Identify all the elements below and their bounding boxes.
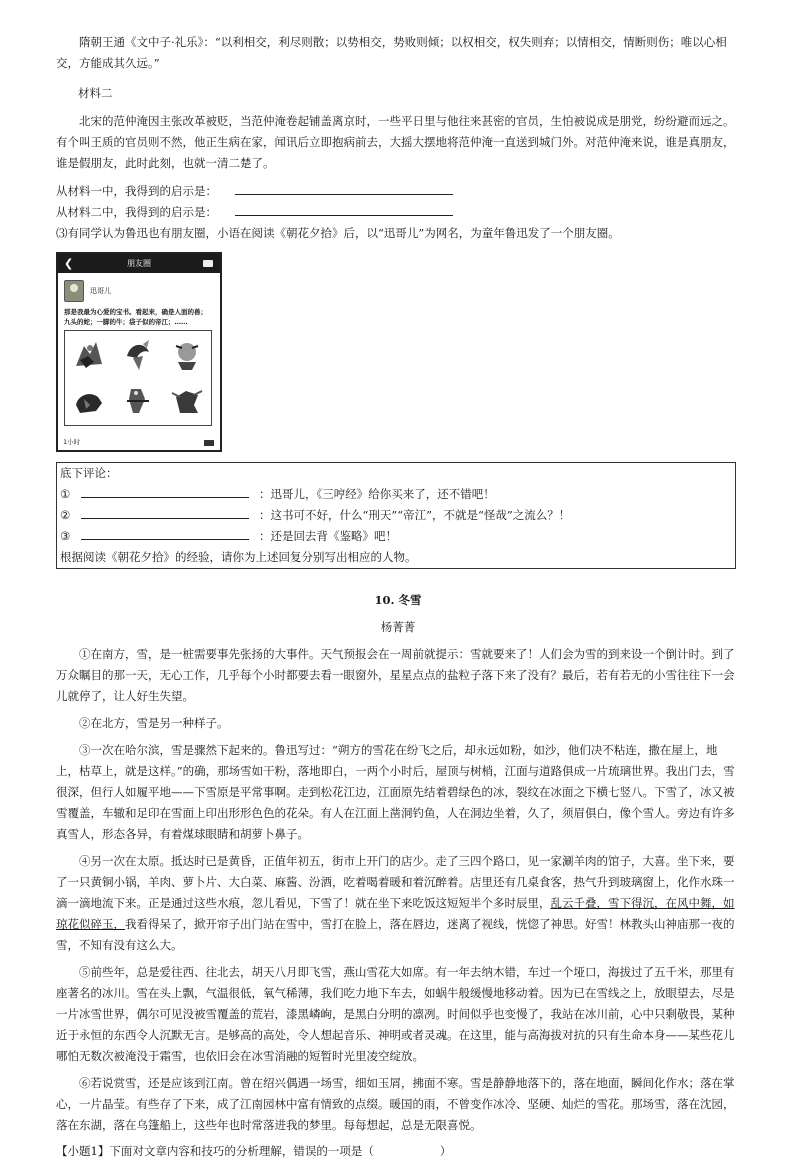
comment-box <box>56 462 736 569</box>
inspiration-lines <box>56 181 740 223</box>
post-text <box>58 303 220 327</box>
mythical-beast-image <box>65 378 114 425</box>
post-line-1: 那是我最为心爱的宝书。看起来，确是人面的兽； <box>64 308 207 316</box>
moments-phone-screenshot <box>56 252 222 452</box>
post-user <box>58 273 220 303</box>
comment-row <box>60 484 732 505</box>
more-icon[interactable] <box>204 440 214 446</box>
inspiration-line-2 <box>56 202 740 223</box>
article-author: 杨菁菁 <box>380 620 416 634</box>
comment-text: ：这书可不好，什么“刑天”“帝江”，不就是“怪哉”之流么？！ <box>259 508 571 522</box>
mythical-beast-image <box>114 331 163 378</box>
inspiration-label-2: 从材料二中，我得到的启示是： <box>56 205 217 219</box>
comment-number: ① <box>60 487 71 501</box>
mythical-beast-image <box>162 331 211 378</box>
comment-answer-blank[interactable] <box>81 505 249 519</box>
document-page <box>56 32 740 1162</box>
question-1-prompt: 【小题1】下面对文章内容和技巧的分析理解，错误的一项是（ <box>56 1144 374 1158</box>
inspiration-line-1 <box>56 181 740 202</box>
article-paragraph-6: ⑥若说赏雪，还是应该到江南。曾在绍兴偶遇一场雪，细如玉屑，拂面不寒。雪是静静地落下的，落在地面，瞬间化作水；落在掌心，一片晶莹。有些存了下来，成了江南园林中富有情致的点缀。暖国的雨，不曾变作冰冷、坚硬、灿烂的雪花。那场雪，落在沈园，落在东湖，落在乌篷船上，这些年也时常落进我的梦里。每每想起，总是无限喜悦。 <box>56 1076 735 1132</box>
comment-instruction: 根据阅读《朝花夕拾》的经验，请你为上述回复分别写出相应的人物。 <box>60 550 417 564</box>
article-paragraph-3: ③一次在哈尔滨，雪是骤然下起来的。鲁迅写过：“朔方的雪花在纷飞之后，却永远如粉，如沙，他们决不粘连，撒在屋上，地上，枯草上，就是这样。”的确，那场雪如干粉，落地即白，一两个小时后，屋顶与树梢，江面与道路俱成一片琉璃世界。我出门去，雪很深，但行人如履平地——下雪原是平常事啊。走到松花江边，江面原先结着碧绿色的冰，裂纹在冰面之下横七竖八。下雪了，冰又被雪覆盖，车辙和足印在雪面上印出形形色色的花朵。有人在江面上凿洞钓鱼，人在洞边坐着，久了，须眉俱白，像个雪人。旁边有许多真雪人，形态各异，有着煤球眼睛和胡萝卜鼻子。 <box>56 743 735 841</box>
back-arrow-icon: ❮ <box>64 257 74 270</box>
camera-icon <box>203 260 213 267</box>
question-3-text: ⑶有同学认为鲁迅也有朋友圈，小语在阅读《朝花夕拾》后，以“迅哥儿”为网名，为童年鲁迅发了一个朋友圈。 <box>56 226 620 240</box>
phone-header <box>58 254 220 273</box>
mythical-beast-image <box>114 378 163 425</box>
paragraph-4-start: ④另一次在太原。抵达时已是黄昏，正值年初五，街市上开门的店少。走了三四个路口，见一家涮羊肉的馆子，大喜。坐下来，要了一只黄铜小锅，羊肉、萝卜片、大白菜、麻酱、汾酒，吃着喝着暖和着沉醉着。店里还有几桌食客，热气升到玻璃窗上，化作水珠一滴一滴地流下来。正是通过这些水痕，忽儿看见，下雪了！就在坐下来吃饭这短短半个多时辰里， <box>56 854 735 910</box>
article-title: 10. 冬雪 <box>374 593 422 607</box>
comment-text: ：迅哥儿，《三哼经》给你买来了，还不错吧！ <box>259 487 495 501</box>
material-2-title: 材料二 <box>78 86 113 100</box>
phone-title: 朋友圈 <box>127 259 151 268</box>
comment-row <box>60 505 732 526</box>
post-image-grid <box>64 330 212 426</box>
post-time: 1小时 <box>63 438 81 446</box>
underlined-sentence: 乱云千叠，雪下得沉，在风中舞，如琼花似碎玉， <box>56 896 735 931</box>
comment-number: ③ <box>60 529 71 543</box>
post-username: 迅哥儿 <box>90 287 111 295</box>
paragraph-4-end: 我看得呆了，掀开帘子出门站在雪中，雪打在脸上，落在唇边，迷离了视线，恍惚了神思。好雪！林教头山神庙那一夜的雪，不知有没有这么大。 <box>56 917 735 952</box>
answer-blank-1[interactable] <box>235 181 453 195</box>
article-paragraph-4 <box>56 851 740 956</box>
comment-text: ：还是回去背《鉴略》吧！ <box>259 529 397 543</box>
material-2-text: 北宋的范仲淹因主张改革被贬，当范仲淹卷起铺盖离京时，一些平日里与他往来甚密的官员，生怕被说成是朋党，纷纷避而远之。有个叫王质的官员则不然，他正生病在家，闻讯后立即抱病前去，大摇大摆地将范仲淹一直送到城门外。对范仲淹来说，谁是真朋友，谁是假朋友，此时此刻，也就一清二楚了。 <box>56 114 735 170</box>
comment-row <box>60 526 732 547</box>
question-1-suffix: ） <box>439 1144 452 1158</box>
mythical-beast-image <box>65 331 114 378</box>
answer-blank-2[interactable] <box>235 202 453 216</box>
mythical-beast-image <box>162 378 211 425</box>
comment-answer-blank[interactable] <box>81 484 249 498</box>
post-line-2: 九头的蛇；一脚的牛；袋子似的帝江；…… <box>64 318 188 326</box>
comment-answer-blank[interactable] <box>81 526 249 540</box>
question-1 <box>56 1141 740 1162</box>
comment-number: ② <box>60 508 71 522</box>
article-paragraph-1: ①在南方，雪，是一桩需要事先张扬的大事件。天气预报会在一周前就提示：雪就要来了！人们会为雪的到来设一个倒计时。到了万众瞩目的那一天，无心工作，几乎每个小时都要去看一眼窗外，星星点点的盐粒子落下来了没有？最后，若有若无的小雪往往下一会儿就停了，让人好生失望。 <box>56 647 735 703</box>
inspiration-label-1: 从材料一中，我得到的启示是： <box>56 184 217 198</box>
article-paragraph-5: ⑤前些年，总是爱往西、往北去，胡天八月即飞雪，燕山雪花大如席。有一年去纳木错，车过一个垭口，海拔过了五千米，那里有座著名的冰川。雪在头上飘，气温很低，氧气稀薄，我们吃力地下车去，如蜗牛般缓慢地移动着。因为已在雪线之上，放眼望去，尽是一片冰雪世界，偶尔可见没被雪覆盖的荒岩，漆黑嶙峋，是黑白分明的凛冽。时间似乎也变慢了，我站在冰川前，心中只剩敬畏，某种近于永恒的东西令人沉默无言。是够高的高处，令人想起音乐、神明或者灵魂。在这里，能与高海拔对抗的只有生命本身——某些花儿哪怕无数次被淹没于霜雪，也依旧会在冰雪消融的短暂时光里凌空绽放。 <box>56 965 735 1063</box>
avatar <box>64 280 84 302</box>
comment-header: 底下评论： <box>60 466 118 480</box>
intro-quote: 隋朝王通《文中子·礼乐》：“以利相交，利尽则散；以势相交，势败则倾；以权相交，权失则弃；以情相交，情断则伤；唯以心相交，方能成其久远。” <box>56 35 727 70</box>
article-paragraph-2: ②在北方，雪是另一种样子。 <box>79 716 229 730</box>
